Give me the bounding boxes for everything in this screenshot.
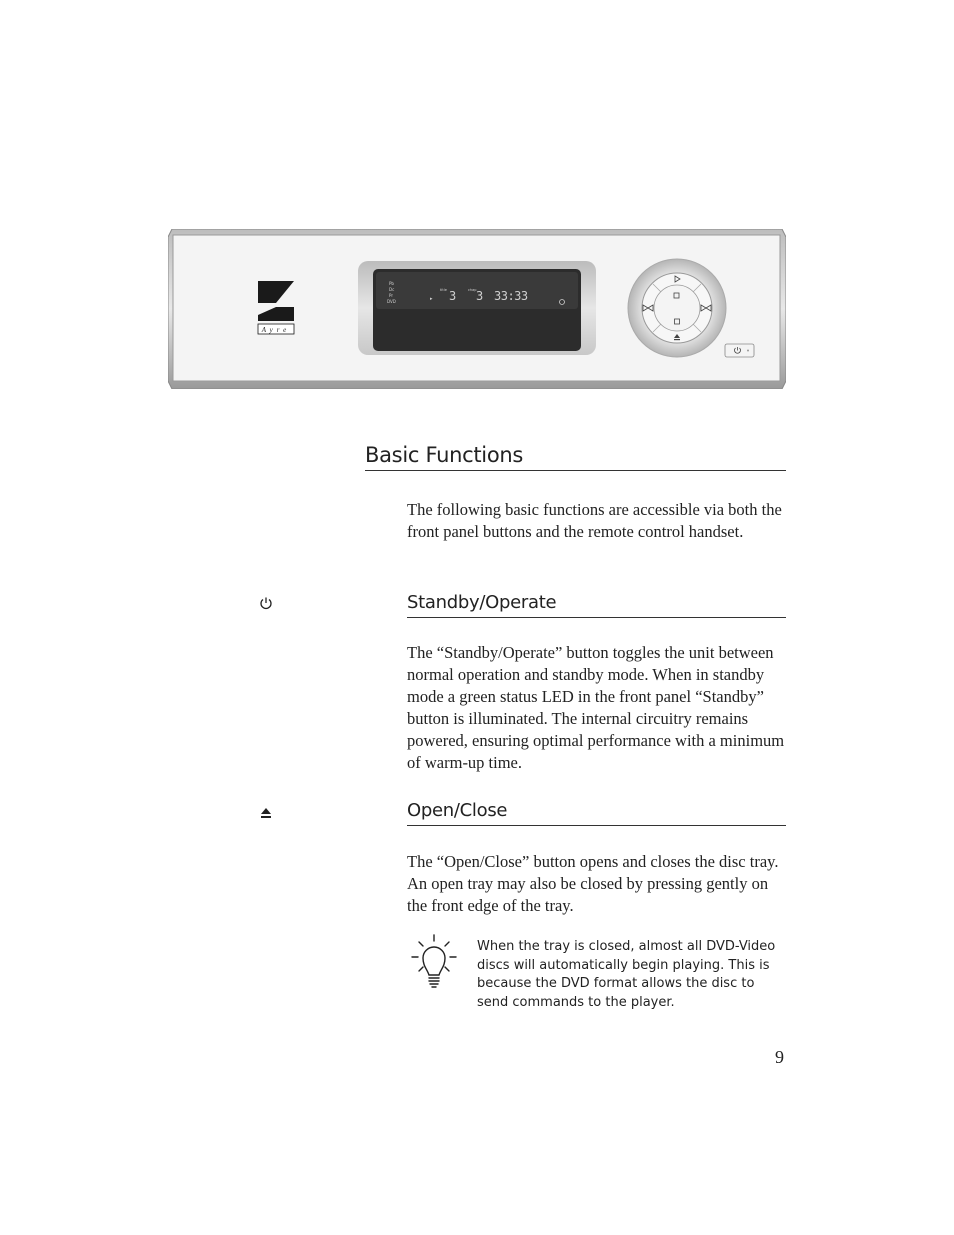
svg-text:▸: ▸ xyxy=(430,296,433,302)
power-icon xyxy=(259,596,273,610)
page-number: 9 xyxy=(775,1047,784,1067)
power-button xyxy=(725,344,754,357)
chapter-value: 3 xyxy=(476,289,484,303)
standby-rule xyxy=(407,617,786,618)
section-title: Basic Functions xyxy=(365,443,524,467)
indicator-1: Pb xyxy=(389,281,394,286)
lightbulb-icon xyxy=(410,933,458,991)
chapter-label: chap xyxy=(468,288,477,292)
section-intro: The following basic functions are accessible via both the front panel buttons and the remote control handset. xyxy=(407,500,782,541)
dvd-player-front-panel-illustration xyxy=(168,229,786,389)
standby-title: Standby/Operate xyxy=(407,592,557,613)
standby-body: The “Standby/Operate” button toggles the unit between normal operation and standby mode. When in standby mode a green status LED in the front panel “Standby” button is illuminated. The internal circuitry remains powered, ensuring optimal performance with a minimum of warm-up time. xyxy=(407,643,785,772)
title-value: 3 xyxy=(449,289,457,303)
brand-label: Ayre xyxy=(261,326,291,334)
title-label: title xyxy=(440,288,447,292)
status-led xyxy=(747,350,749,352)
transport-controls xyxy=(628,259,726,357)
eject-icon xyxy=(259,806,273,820)
section-rule xyxy=(365,470,786,471)
tip-text: When the tray is closed, almost all DVD-Video discs will automatically begin playing. This is because the DVD format allows the disc to send commands to the player. xyxy=(477,939,776,1010)
time-value: 33:33 xyxy=(494,289,528,303)
indicator-4: DVD xyxy=(387,299,396,304)
indicator-2: Dc xyxy=(389,287,395,292)
open-close-rule xyxy=(407,825,786,826)
open-close-title: Open/Close xyxy=(407,800,508,821)
open-close-body: The “Open/Close” button opens and closes the disc tray. An open tray may also be closed by pressing gently on the front edge of the tray. xyxy=(407,852,779,915)
indicator-3: Pr xyxy=(389,293,393,298)
